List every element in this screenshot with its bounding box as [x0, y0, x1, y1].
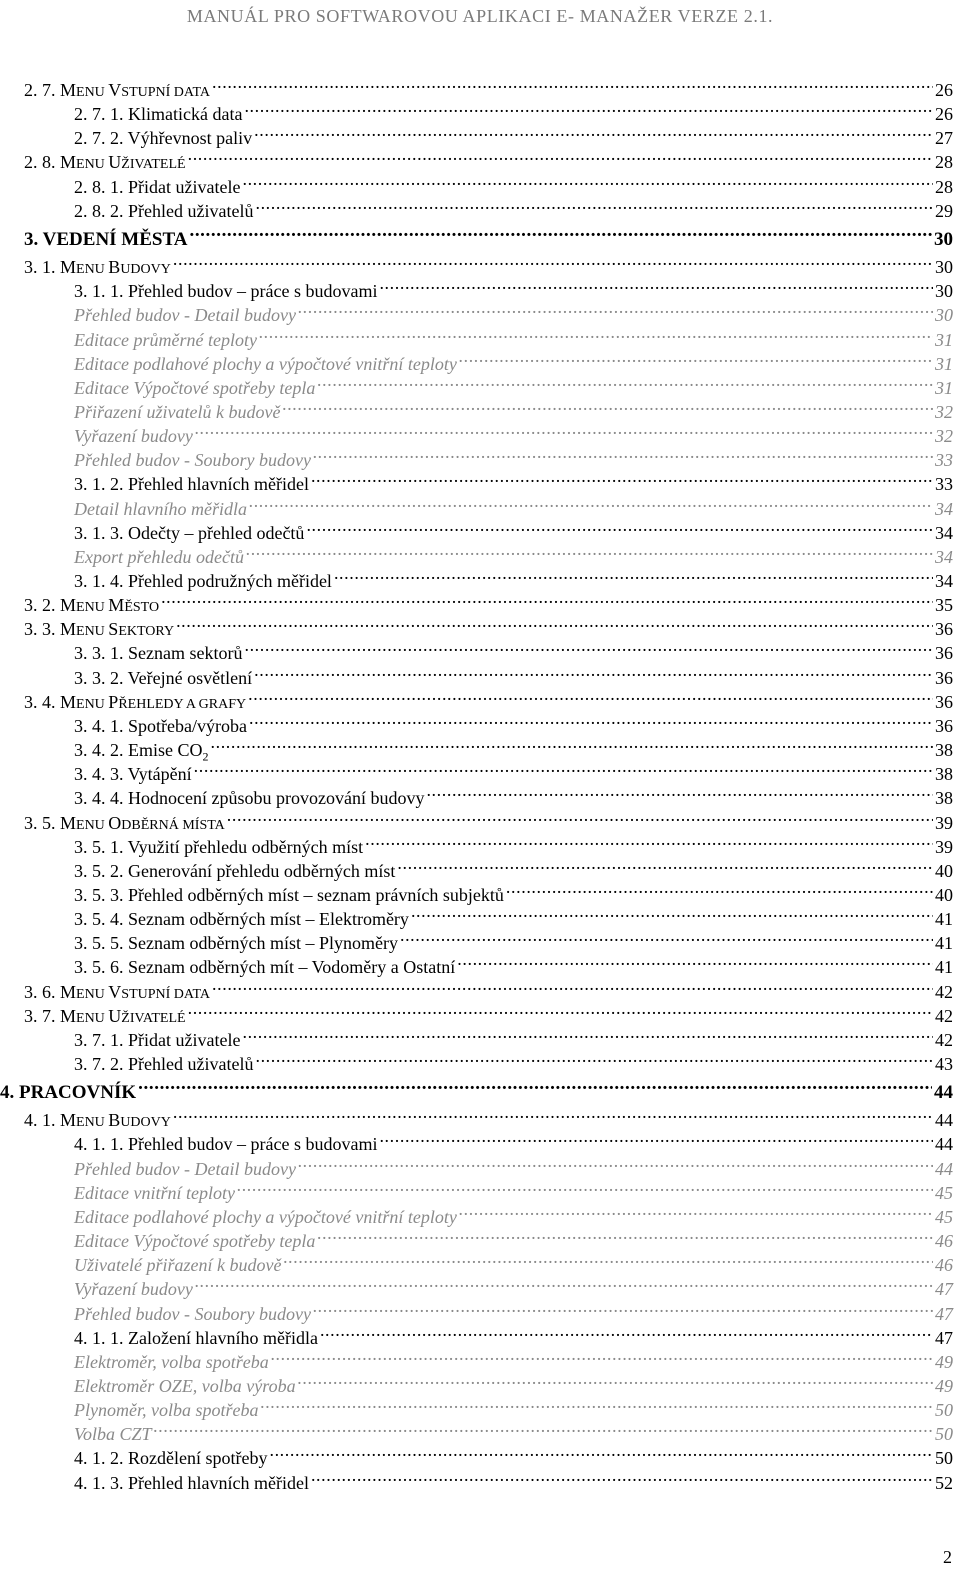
toc-entry-page: 31: [935, 377, 953, 398]
toc-entry[interactable]: [74, 519, 953, 543]
toc-entry[interactable]: [74, 953, 953, 977]
toc-entry[interactable]: [74, 1026, 953, 1050]
toc-dot-leader: [161, 591, 933, 611]
toc-entry-page: 32: [935, 401, 953, 422]
toc-entry[interactable]: [74, 398, 953, 422]
toc-entry[interactable]: [24, 591, 953, 615]
toc-dot-leader: [459, 350, 933, 370]
toc-entry[interactable]: [74, 1155, 953, 1179]
toc-entry-title: 3. 6. MENU VSTUPNÍ DATA: [24, 981, 211, 1002]
toc-entry-page: 43: [935, 1054, 953, 1074]
toc-entry[interactable]: [74, 567, 953, 591]
toc-dot-leader: [317, 374, 933, 394]
toc-entry-title: 3. 7. 1. Přidat uživatele: [74, 1029, 241, 1050]
toc-entry-title: 4. 1. 1. Založení hlavního měřidla: [74, 1327, 318, 1348]
toc-entry-page: 34: [935, 571, 953, 591]
toc-entry-title: 3. 1. 3. Odečty – přehled odečtů: [74, 522, 305, 543]
toc-entry-page: 49: [935, 1351, 953, 1372]
toc-entry-page: 36: [935, 643, 953, 664]
toc-dot-leader: [269, 1444, 933, 1464]
toc-entry-title: 3. 4. 2. Emise $CO_2$: [74, 740, 209, 764]
toc-entry-page: 47: [935, 1303, 953, 1324]
toc-dot-leader: [255, 1050, 933, 1070]
toc-dot-leader: [212, 76, 933, 96]
toc-entry-page: 49: [935, 1375, 953, 1396]
toc-dot-leader: [298, 1155, 933, 1175]
toc-entry-page: 45: [935, 1182, 953, 1203]
toc-entry-title: Plynoměr, volba spotřeba: [74, 1400, 259, 1421]
toc-entry-title: 3. 5. 6. Seznam odběrných mít – Vodoměry a Ostatní: [74, 957, 456, 978]
toc-dot-leader: [400, 929, 933, 949]
toc-entry[interactable]: [74, 1130, 953, 1154]
toc-dot-leader: [237, 1179, 933, 1199]
toc-entry-title: Elektroměr, volba spotřeba: [74, 1351, 269, 1372]
toc-dot-leader: [249, 712, 933, 732]
toc-entry-page: 26: [935, 104, 953, 125]
toc-entry-page: 30: [935, 305, 953, 326]
toc-entry-page: 41: [935, 933, 953, 954]
toc-entry[interactable]: [74, 736, 953, 764]
toc-entry[interactable]: [24, 978, 953, 1002]
toc-entry[interactable]: [74, 1275, 953, 1299]
toc-entry-page: 46: [935, 1255, 953, 1276]
toc-entry[interactable]: [74, 374, 953, 398]
toc-dot-leader: [311, 1469, 933, 1489]
toc-entry[interactable]: [24, 688, 953, 712]
toc-entry[interactable]: [74, 760, 953, 784]
toc-entry[interactable]: [24, 148, 953, 172]
toc-entry-title: 2. 7. 2. Výhřevnost paliv: [74, 128, 253, 149]
page-header: MANUÁL PRO SOFTWAROVOU APLIKACI E- MANAŽER VERZE 2.1.: [186, 6, 774, 26]
toc-entry-title: 3. 2. MENU MĚSTO: [24, 595, 160, 616]
toc-entry-page: 44: [935, 1134, 953, 1155]
toc-dot-leader: [195, 422, 933, 442]
toc-entry-title: Vyřazení budovy: [74, 1279, 193, 1300]
toc-dot-leader: [334, 567, 933, 587]
toc-dot-leader: [282, 398, 933, 418]
toc-entry-title: 3. 4. 4. Hodnocení způsobu provozování budovy: [74, 788, 425, 809]
toc-dot-leader: [242, 1026, 933, 1046]
toc-dot-leader: [211, 736, 934, 756]
toc-entry-page: 34: [935, 546, 953, 567]
toc-entry-page: 29: [935, 200, 953, 221]
toc-entry[interactable]: [74, 277, 953, 301]
toc-dot-leader: [246, 543, 933, 563]
toc-dot-leader: [188, 1002, 933, 1022]
toc-entry[interactable]: [74, 350, 953, 374]
toc-entry-title: Přehled budov - Soubory budovy: [74, 1303, 311, 1324]
toc-dot-leader: [138, 1078, 932, 1098]
toc-entry[interactable]: [24, 1106, 953, 1130]
toc-entry-page: 33: [935, 450, 953, 471]
toc-entry[interactable]: [74, 1203, 953, 1227]
toc-entry-page: 42: [935, 981, 953, 1002]
toc-entry[interactable]: [74, 833, 953, 857]
toc-entry-page: 41: [935, 957, 953, 978]
toc-entry-page: 34: [935, 498, 953, 519]
toc-dot-leader: [255, 197, 933, 217]
toc-entry[interactable]: [74, 712, 953, 736]
toc-entry-page: 42: [935, 1005, 953, 1026]
toc-entry-title: Editace podlahové plochy a výpočtové vnitřní teploty: [74, 1206, 457, 1227]
toc-dot-leader: [259, 326, 933, 346]
toc-dot-leader: [411, 905, 933, 925]
toc-dot-leader: [298, 301, 933, 321]
toc-entry[interactable]: [74, 326, 953, 350]
toc-entry[interactable]: [74, 124, 953, 148]
toc-dot-leader: [173, 1106, 933, 1126]
toc-entry[interactable]: [74, 664, 953, 688]
toc-entry[interactable]: [74, 1444, 953, 1468]
toc-entry-title: 2. 8. MENU UŽIVATELÉ: [24, 152, 186, 173]
toc-entry-title: 3. 5. 3. Přehled odběrných míst – seznam právních subjektů: [74, 884, 504, 905]
toc-entry-page: 31: [935, 329, 953, 350]
toc-dot-leader: [242, 173, 933, 193]
toc-entry[interactable]: [74, 543, 953, 567]
toc-entry-title: 3. 4. 3. Vytápění: [74, 764, 192, 785]
toc-dot-leader: [506, 881, 933, 901]
toc-entry-page: 44: [935, 1110, 953, 1131]
toc-entry[interactable]: [74, 100, 953, 124]
toc-entry-title: Volba CZT: [74, 1424, 152, 1445]
toc-entry[interactable]: [74, 470, 953, 494]
toc-entry-title: Detail hlavního měřidla: [74, 498, 247, 519]
toc-dot-leader: [189, 225, 932, 245]
toc-dot-leader: [298, 1372, 933, 1392]
toc-entry-page: 45: [935, 1206, 953, 1227]
toc-entry-title: 3. 4. 1. Spotřeba/výroba: [74, 715, 247, 736]
toc-dot-leader: [249, 495, 933, 515]
toc-entry-title: Editace průměrné teploty: [74, 329, 257, 350]
toc-entry-title: 4. 1. 1. Přehled budov – práce s budovami: [74, 1134, 378, 1155]
toc-entry-title: Přehled budov - Detail budovy: [74, 1158, 296, 1179]
toc-entry-page: 30: [934, 228, 953, 250]
toc-entry-title: 2. 7. MENU VSTUPNÍ DATA: [24, 80, 211, 100]
toc-dot-leader: [254, 664, 933, 684]
toc-entry-page: 31: [935, 353, 953, 374]
toc-entry[interactable]: [74, 173, 953, 197]
toc-dot-leader: [313, 446, 933, 466]
toc-entry-title: 4. 1. 2. Rozdělení spotřeby: [74, 1448, 268, 1469]
toc-entry[interactable]: [74, 784, 953, 808]
toc-entry-page: 38: [935, 764, 953, 785]
toc-entry-title: 3. 7. 2. Přehled uživatelů: [74, 1054, 254, 1074]
toc-entry-page: 47: [935, 1279, 953, 1300]
toc-entry-title: 3. 3. 1. Seznam sektorů: [74, 643, 243, 664]
toc-dot-leader: [195, 1275, 933, 1295]
toc-entry-title: Editace Výpočtové spotřeby tepla: [74, 1231, 316, 1252]
toc-entry-page: 46: [935, 1231, 953, 1252]
toc-entry-page: 39: [935, 836, 953, 857]
toc-entry[interactable]: [0, 1078, 953, 1102]
toc-entry-page: 44: [935, 1158, 953, 1179]
toc-entry[interactable]: [24, 809, 953, 833]
toc-entry-page: 42: [935, 1029, 953, 1050]
toc-entry[interactable]: [74, 446, 953, 470]
toc-dot-leader: [311, 470, 933, 490]
toc-entry[interactable]: [74, 495, 953, 519]
toc-dot-leader: [248, 688, 933, 708]
toc-dot-leader: [283, 1251, 933, 1271]
toc-entry-page: 50: [935, 1424, 953, 1445]
toc-dot-leader: [459, 1203, 933, 1223]
toc-dot-leader: [320, 1324, 933, 1344]
toc-entry-title: 3. VEDENÍ MĚSTA: [24, 228, 188, 250]
toc-entry-page: 26: [935, 80, 953, 100]
toc-entry-title: 3. 5. 2. Generování přehledu odběrných míst: [74, 860, 396, 881]
toc-entry[interactable]: [74, 301, 953, 325]
toc-dot-leader: [194, 760, 933, 780]
toc-entry-page: 38: [935, 788, 953, 809]
toc-entry-title: Vyřazení budovy: [74, 426, 193, 447]
toc-entry[interactable]: [74, 1300, 953, 1324]
toc-entry-title: 4. 1. 3. Přehled hlavních měřidel: [74, 1472, 309, 1493]
toc-entry[interactable]: [74, 422, 953, 446]
toc-entry-title: 3. 5. 5. Seznam odběrných míst – Plynoměry: [74, 933, 398, 954]
toc-entry-title: 3. 3. MENU SEKTORY: [24, 619, 175, 640]
toc-entry[interactable]: [74, 1372, 953, 1396]
toc-entry[interactable]: [24, 253, 953, 277]
toc-entry-title: Přehled budov - Soubory budovy: [74, 450, 311, 471]
toc-dot-leader: [379, 277, 933, 297]
toc-entry[interactable]: [74, 1050, 953, 1074]
toc-entry-page: 28: [935, 152, 953, 173]
toc-entry[interactable]: [74, 1227, 953, 1251]
toc-entry-title: 3. 5. MENU ODBĚRNÁ MÍSTA: [24, 812, 225, 833]
toc-entry-page: 34: [935, 522, 953, 543]
toc-entry-title: 2. 8. 1. Přidat uživatele: [74, 176, 241, 197]
toc-dot-leader: [313, 1300, 933, 1320]
toc-entry[interactable]: [24, 225, 953, 249]
toc-dot-leader: [457, 953, 933, 973]
toc-entry-page: 36: [935, 667, 953, 688]
toc-entry[interactable]: [74, 1324, 953, 1348]
toc-dot-leader: [379, 1130, 933, 1150]
toc-entry-title: Elektroměr OZE, volba výroba: [74, 1375, 296, 1396]
toc-entry-title: 3. 1. 2. Přehled hlavních měřidel: [74, 474, 309, 495]
toc-entry[interactable]: [24, 615, 953, 639]
toc-entry[interactable]: [74, 1396, 953, 1420]
toc-entry-page: 38: [935, 740, 953, 761]
toc-dot-leader: [173, 253, 933, 273]
toc-entry-title: Uživatelé přiřazení k budově: [74, 1255, 282, 1276]
toc-entry-title: Editace podlahové plochy a výpočtové vnitřní teploty: [74, 353, 457, 374]
toc-dot-leader: [244, 639, 933, 659]
toc-entry-page: 40: [935, 884, 953, 905]
toc-entry-title: 3. 1. 4. Přehled podružných měřidel: [74, 571, 332, 591]
toc-entry-page: 36: [935, 619, 953, 640]
toc-entry[interactable]: [74, 1469, 953, 1493]
toc-entry[interactable]: [74, 1420, 953, 1444]
toc-entry-page: 40: [935, 860, 953, 881]
toc-entry-title: Přehled budov - Detail budovy: [74, 305, 296, 326]
toc-dot-leader: [271, 1348, 933, 1368]
toc-entry-title: 3. 4. MENU PŘEHLEDY A GRAFY: [24, 691, 247, 712]
toc-entry-page: 52: [935, 1472, 953, 1493]
toc-entry-page: 35: [935, 595, 953, 616]
toc-entry[interactable]: [74, 905, 953, 929]
toc-entry[interactable]: [74, 1179, 953, 1203]
toc-dot-leader: [254, 124, 933, 144]
toc-entry-page: 44: [934, 1082, 953, 1104]
toc-entry[interactable]: [74, 929, 953, 953]
toc-dot-leader: [317, 1227, 933, 1247]
toc-dot-leader: [188, 148, 933, 168]
toc-entry-page: 28: [935, 176, 953, 197]
toc-entry-page: 32: [935, 426, 953, 447]
toc-entry-title: Editace vnitřní teploty: [74, 1182, 235, 1203]
toc-entry-title: 2. 8. 2. Přehled uživatelů: [74, 200, 254, 221]
toc-entry-title: 2. 7. 1. Klimatická data: [74, 104, 243, 125]
toc-entry-page: 50: [935, 1400, 953, 1421]
toc-entry-title: 4. 1. MENU BUDOVY: [24, 1110, 171, 1131]
toc-entry-page: 27: [935, 128, 953, 149]
toc-entry-title: 3. 1. 1. Přehled budov – práce s budovami: [74, 281, 378, 302]
toc-entry-title: 3. 3. 2. Veřejné osvětlení: [74, 667, 253, 688]
toc-entry-title: 3. 5. 1. Využití přehledu odběrných míst: [74, 836, 364, 857]
toc-entry[interactable]: [74, 857, 953, 881]
toc-entry-page: 39: [935, 812, 953, 833]
toc-entry-title: 3. 1. MENU BUDOVY: [24, 257, 171, 278]
toc-entry[interactable]: [74, 639, 953, 663]
toc-entry[interactable]: [74, 197, 953, 221]
toc-entry-page: 41: [935, 909, 953, 930]
toc-dot-leader: [244, 100, 933, 120]
toc-entry-title: Export přehledu odečtů: [74, 546, 244, 567]
toc-dot-leader: [176, 615, 933, 635]
toc-entry-title: 4. PRACOVNÍK: [0, 1082, 137, 1104]
toc-dot-leader: [227, 809, 933, 829]
toc-entry-page: 30: [935, 257, 953, 278]
toc-dot-leader: [426, 784, 933, 804]
toc-dot-leader: [365, 833, 933, 853]
toc-entry[interactable]: [74, 881, 953, 905]
toc-dot-leader: [306, 519, 933, 539]
toc-entry-page: 47: [935, 1327, 953, 1348]
toc-entry[interactable]: [24, 76, 953, 100]
toc-dot-leader: [154, 1420, 933, 1440]
toc-entry[interactable]: [74, 1251, 953, 1275]
toc-entry-page: 36: [935, 691, 953, 712]
toc-dot-leader: [397, 857, 933, 877]
toc-entry-page: 33: [935, 474, 953, 495]
toc-entry-title: 3. 7. MENU UŽIVATELÉ: [24, 1005, 186, 1026]
toc-entry-title: Přiřazení uživatelů k budově: [74, 401, 281, 422]
toc-dot-leader: [260, 1396, 933, 1416]
toc-entry-title: 3. 5. 4. Seznam odběrných míst – Elektroměry: [74, 909, 409, 930]
toc-entry-page: 30: [935, 281, 953, 302]
toc-entry[interactable]: [74, 1348, 953, 1372]
toc-entry-page: 36: [935, 715, 953, 736]
toc-dot-leader: [212, 978, 933, 998]
page-number: 2: [943, 1547, 952, 1567]
toc-entry-title: Editace Výpočtové spotřeby tepla: [74, 377, 316, 398]
toc-entry[interactable]: [24, 1002, 953, 1026]
toc-entry-page: 50: [935, 1448, 953, 1469]
